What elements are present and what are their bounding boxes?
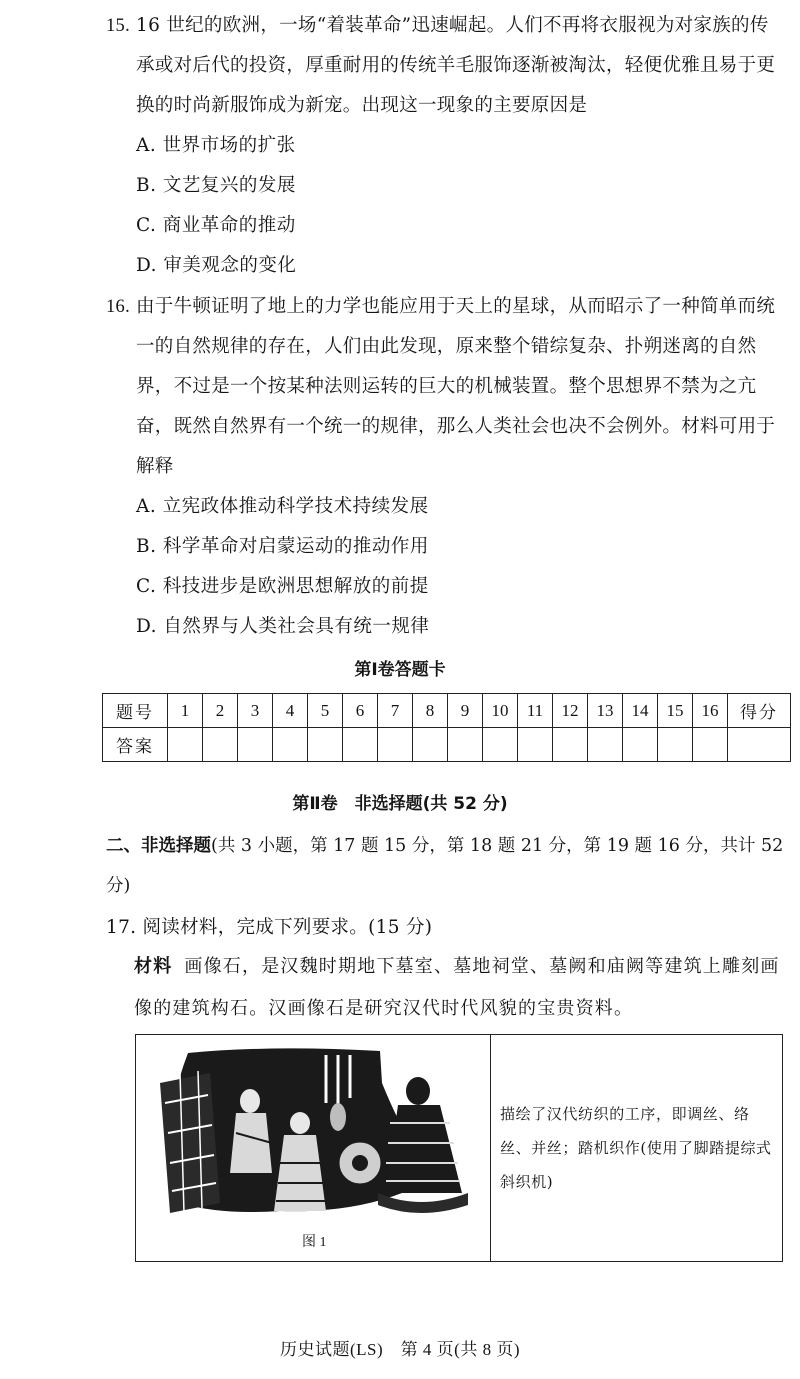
- question-number-cell: 12: [553, 694, 588, 728]
- question-stem: 由于牛顿证明了地上的力学也能应用于天上的星球，从而昭示了一种简单而统一的自然规律的存在，人们由此发现，原来整个错综复杂、扑朔迷离的自然界，不过是一个按某种法则运转的巨大的机械装置。整个思想界不禁为之亢奋，既然自然界有一个统一的规律，那么人类社会也决不会例外。材料可用于解释: [136, 296, 776, 477]
- question-number-cell: 5: [308, 694, 343, 728]
- question-number: 16.: [106, 297, 131, 317]
- row-label-answer: 答案: [103, 728, 168, 762]
- answer-cell: [693, 728, 728, 762]
- score-cell: [728, 728, 791, 762]
- answer-cell: [518, 728, 553, 762]
- question-number-cell: 3: [238, 694, 273, 728]
- page-footer: 历史试题(LS) 第 4 页(共 8 页): [280, 1340, 520, 1359]
- question-number-cell: 6: [343, 694, 378, 728]
- question-15: [106, 6, 782, 286]
- table-row: [103, 728, 791, 762]
- question-16: [106, 287, 782, 647]
- answer-cell: [588, 728, 623, 762]
- answer-cell: [553, 728, 588, 762]
- option-b: B. 文艺复兴的发展: [136, 175, 296, 196]
- figure-table: [135, 1034, 783, 1262]
- question-number-cell: 13: [588, 694, 623, 728]
- option-a: A. 立宪政体推动科学技术持续发展: [136, 496, 429, 517]
- material-label: 材料: [134, 956, 173, 977]
- table-row: [103, 694, 791, 728]
- question-number-cell: 7: [378, 694, 413, 728]
- figure-caption: 图 1: [302, 1235, 327, 1250]
- option-c: C. 商业革命的推动: [136, 215, 296, 236]
- answer-cell: [413, 728, 448, 762]
- question-17-stem: 17. 阅读材料，完成下列要求。(15 分): [106, 917, 433, 938]
- answer-cell: [448, 728, 483, 762]
- answer-cell: [203, 728, 238, 762]
- material-text: 画像石，是汉魏时期地下墓室、墓地祠堂、墓阙和庙阙等建筑上雕刻画像的建筑构石。汉画像石是研究汉代时代风貌的宝贵资料。: [134, 956, 780, 1019]
- figure-description: 描绘了汉代纺织的工序，即调丝、络丝、并丝；踏机织作(使用了脚踏提综式斜织机): [500, 1105, 772, 1191]
- question-number-cell: 10: [483, 694, 518, 728]
- answer-cell: [238, 728, 273, 762]
- question-number-cell: 2: [203, 694, 238, 728]
- part2-heading-bold: 二、非选择题: [106, 836, 211, 856]
- answer-cell: [168, 728, 203, 762]
- question-stem: 16 世纪的欧洲，一场“着装革命”迅速崛起。人们不再将衣服视为对家族的传承或对后代的投资，厚重耐用的传统羊毛服饰逐渐被淘汰，轻便优雅且易于更换的时尚新服饰成为新宠。出现这一现象的主要原因是: [136, 15, 776, 116]
- score-label: 得分: [728, 694, 791, 728]
- row-label-number: 题号: [103, 694, 168, 728]
- option-b: B. 科学革命对启蒙运动的推动作用: [136, 536, 429, 557]
- answer-card-table: [102, 693, 791, 762]
- part2-heading-rest: (共 3 小题，第 17 题 15 分，第 18 题 21 分，第 19 题 16 分，共计 52 分): [106, 836, 784, 896]
- question-number-cell: 4: [273, 694, 308, 728]
- figure-cell: [136, 1035, 491, 1261]
- question-number-cell: 8: [413, 694, 448, 728]
- option-c: C. 科技进步是欧洲思想解放的前提: [136, 576, 429, 597]
- option-a: A. 世界市场的扩张: [136, 135, 296, 156]
- answer-cell: [483, 728, 518, 762]
- answer-cell: [658, 728, 693, 762]
- option-d: D. 审美观念的变化: [136, 255, 297, 276]
- question-number: 15.: [106, 16, 131, 36]
- part2-heading: [106, 826, 786, 906]
- question-number-cell: 14: [623, 694, 658, 728]
- part2-title: 第Ⅱ卷 非选择题(共 52 分): [292, 794, 508, 814]
- han-stone-relief-image: [150, 1043, 476, 1223]
- answer-cell: [308, 728, 343, 762]
- question-number-cell: 15: [658, 694, 693, 728]
- question-number-cell: 16: [693, 694, 728, 728]
- material-block: [134, 946, 784, 1030]
- option-d: D. 自然界与人类社会具有统一规律: [136, 616, 430, 637]
- question-number-cell: 11: [518, 694, 553, 728]
- answer-cell: [343, 728, 378, 762]
- answer-cell: [378, 728, 413, 762]
- question-number-cell: 1: [168, 694, 203, 728]
- answer-cell: [623, 728, 658, 762]
- answer-cell: [273, 728, 308, 762]
- question-number-cell: 9: [448, 694, 483, 728]
- answer-card-title: 第Ⅰ卷答题卡: [354, 660, 446, 680]
